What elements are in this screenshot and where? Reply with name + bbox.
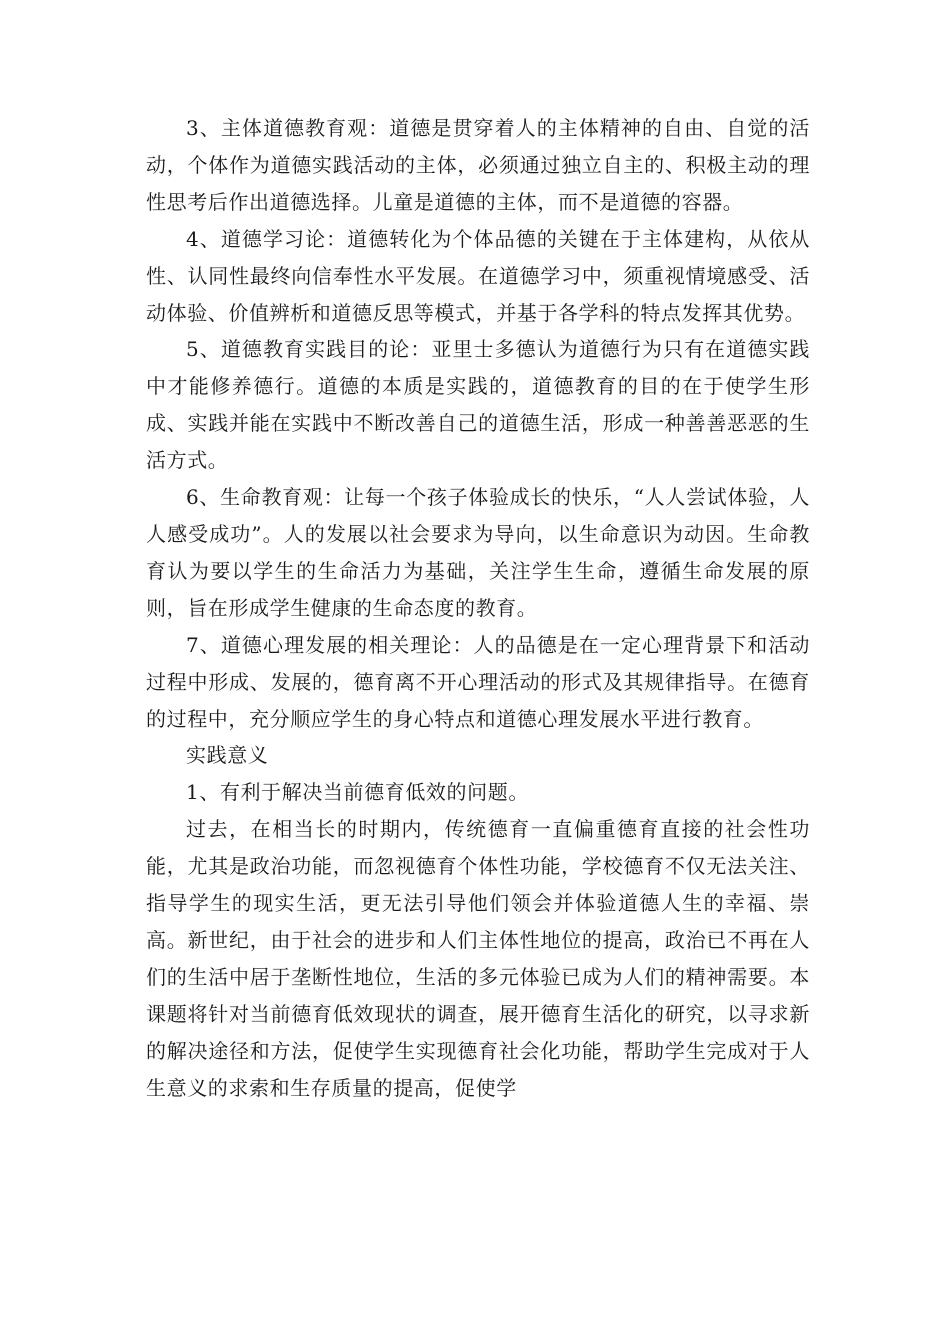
paragraph-background-discussion: 过去，在相当长的时期内，传统德育一直偏重德育直接的社会性功能，尤其是政治功能，而忽视德育个体性功能，学校德育不仅无法关注、指导学生的现实生活，更无法引导他们领会并体验道德人生的幸福、崇高。新世纪，由于社会的进步和人们主体性地位的提高，政治已不再在人们的生活中居于垄断性地位，生活的多元体验已成为人们的精神需要。本课题将针对当前德育低效现状的调查，展开德育生活化的研究，以寻求新的解决途径和方法，促使学生实现德育社会化功能，帮助学生完成对于人生意义的求索和生存质量的提高，促使学 [146,817,810,1100]
paragraph-moral-learning-theory: 4、道德学习论：道德转化为个体品德的关键在于主体建构，从依从性、认同性最终向信奉性水平发展。在道德学习中，须重视情境感受、活动体验、价值辨析和道德反思等模式，并基于各学科的特点发挥其优势。 [146,226,810,325]
paragraph-life-education-view: 6、生命教育观：让每一个孩子体验成长的快乐，“人人尝试体验，人人感受成功”。人的发展以社会要求为导向，以生命意识为动因。生命教育认为要以学生的生命活力为基础，关注学生生命，遵循生命发展的原则，旨在形成学生健康的生命态度的教育。 [146,485,810,620]
document-page [146,110,810,1106]
paragraph-moral-psychology-theory: 7、道德心理发展的相关理论：人的品德是在一定心理背景下和活动过程中形成、发展的，德育离不开心理活动的形式及其规律指导。在德育的过程中，充分顺应学生的身心特点和道德心理发展水平进行教育。 [146,632,810,731]
paragraph-main-education-view: 3、主体道德教育观：道德是贯穿着人的主体精神的自由、自觉的活动，个体作为道德实践活动的主体，必须通过独立自主的、积极主动的理性思考后作出道德选择。儿童是道德的主体，而不是道德的容器。 [146,116,810,214]
section-heading-practical-significance: 实践意义 [186,743,269,768]
paragraph-practice-purpose-theory: 5、道德教育实践目的论：亚里士多德认为道德行为只有在道德实践中才能修养德行。道德的本质是实践的，道德教育的目的在于使学生形成、实践并能在实践中不断改善自己的道德生活，形成一种善善恶恶的生活方式。 [146,337,810,473]
paragraph-point-one: 1、有利于解决当前德育低效的问题。 [186,780,529,805]
